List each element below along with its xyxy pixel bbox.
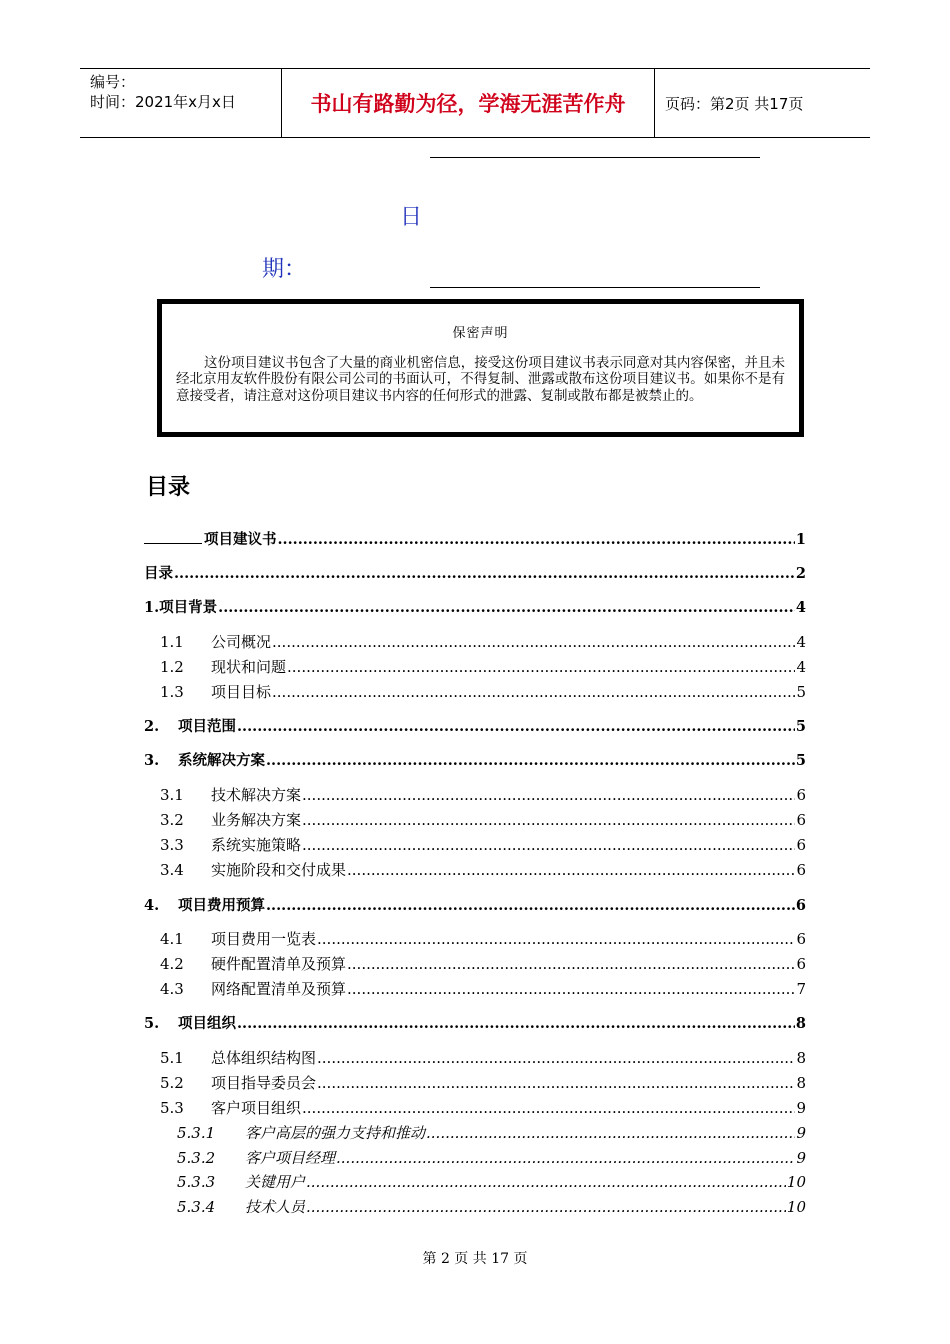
toc-entry[interactable] [144,894,806,916]
toc-leader-dots [272,633,795,651]
toc-entry-text: 业务解决方案 [211,811,302,829]
toc-leader-dots [347,955,795,973]
toc-entry[interactable] [144,953,806,975]
header-number-label: 编号： [90,73,136,91]
toc-entry-number: 3.4 [160,861,184,879]
toc-entry-text: 项目费用预算 [178,897,265,914]
toc-entry-text: 总体组织结构图 [211,1049,317,1067]
toc-entry-text: 技术人员 [245,1198,306,1216]
toc-entry-number: 5.3.2 [177,1149,216,1167]
date-label-char2: 期： [262,257,307,282]
toc-entry[interactable] [144,1047,806,1069]
toc-entry-number: 4.1 [160,930,184,948]
toc-entry[interactable] [144,1196,806,1218]
header-page-info: 页码：第2页 共17页 [665,94,804,113]
toc-entry-page: 6 [795,897,806,914]
toc-entry[interactable] [144,749,806,771]
toc-entry-page: 8 [795,1015,806,1032]
toc-entry[interactable] [144,834,806,856]
toc-leader-dots [218,599,795,616]
toc-entry-number: 5.1 [160,1049,184,1067]
toc-entry[interactable] [144,1072,806,1094]
toc-leader-dots [317,1074,795,1092]
toc-leader-dots [306,1198,786,1216]
toc-entry[interactable] [144,562,806,584]
toc-entry-page: 5 [795,752,806,769]
toc-leader-dots [317,1049,795,1067]
toc-entry-text: 系统实施策略 [211,836,302,854]
toc-entry-number: 3.1 [160,786,184,804]
header-time-label: 时间：2021年x月x日 [90,93,236,111]
toc-entry[interactable] [144,656,806,678]
toc-entry[interactable] [144,1097,806,1119]
toc-entry-page: 4 [796,658,806,676]
toc-entry-page: 6 [796,786,806,804]
toc-entry[interactable] [144,528,806,550]
toc-entry-page: 4 [795,599,806,616]
toc-leader-dots [278,531,795,548]
toc-entry-text: 客户项目经理 [245,1149,336,1167]
toc-entry[interactable] [144,784,806,806]
toc-entry-number: 4.3 [160,980,184,998]
toc-title: 目录 [146,475,191,500]
toc-entry[interactable] [144,681,806,703]
toc-leader-dots [426,1124,795,1142]
toc-entry[interactable] [144,1122,806,1144]
toc-entry-text: 项目目标 [211,683,272,701]
toc-leader-dots [237,1015,795,1032]
toc-leader-dots [317,930,795,948]
toc-entry-page: 6 [796,811,806,829]
toc-entry-text: 项目范围 [178,718,236,735]
toc-entry-number: 2. [144,718,160,735]
header-meta [80,69,282,137]
toc-entry-page: 10 [786,1173,806,1191]
toc-entry-number: 1.2 [160,658,184,676]
toc-entry-number: 5.2 [160,1074,184,1092]
toc-leader-dots [266,897,795,914]
date-line [430,287,760,288]
date-label-char1: 日 [400,205,423,230]
toc-leader-dots [287,658,795,676]
header-motto: 书山有路勤为径，学海无涯苦作舟 [282,69,655,137]
toc-leader-dots [237,718,795,735]
toc-leader-dots [302,786,795,804]
title-underline [144,531,202,544]
page-footer: 第 2 页 共 17 页 [422,1251,528,1267]
toc-entry-page: 6 [796,930,806,948]
toc-entry[interactable] [144,715,806,737]
confidential-box [157,299,804,437]
toc-entry-text: 项目指导委员会 [211,1074,317,1092]
toc-entry-page: 6 [796,955,806,973]
toc-entry-text: 项目建议书 [204,531,277,548]
toc-leader-dots [302,836,795,854]
toc-entry-page: 9 [796,1149,806,1167]
toc-entry-text: 网络配置清单及预算 [211,980,347,998]
toc-entry-text: 目录 [144,565,173,582]
confidential-body: 这份项目建议书包含了大量的商业机密信息，接受这份项目建议书表示同意对其内容保密，并且未经北京用友软件股份有限公司公司的书面认可，不得复制、泄露或散布这份项目建议书。如果你不是有意接受者，请注意对这份项目建议书内容的任何形式的泄露、复制或散布都是被禁止的。 [176,354,785,404]
toc-entry[interactable] [144,596,806,618]
toc-entry-number: 5.3.4 [177,1198,216,1216]
toc-entry-number: 4. [144,897,160,914]
toc-entry[interactable] [144,1171,806,1193]
toc-entry-text: 现状和问题 [211,658,287,676]
toc-leader-dots [336,1149,795,1167]
toc-entry-page: 5 [796,683,806,701]
toc-entry-number: 1.3 [160,683,184,701]
toc-entry[interactable] [144,928,806,950]
toc-entry-page: 8 [796,1074,806,1092]
toc-leader-dots [302,1099,795,1117]
toc-entry-number: 1.1 [160,633,184,651]
toc-leader-dots [266,752,795,769]
toc-entry-page: 9 [796,1124,806,1142]
toc-entry[interactable] [144,809,806,831]
signature-line-top [430,157,760,158]
toc-entry-number: 5. [144,1015,160,1032]
toc-entry-text: 技术解决方案 [211,786,302,804]
toc-leader-dots [347,980,795,998]
toc-entry[interactable] [144,978,806,1000]
toc-leader-dots [347,861,795,879]
toc-leader-dots [272,683,795,701]
toc-entry-text: 客户高层的强力支持和推动 [245,1124,426,1142]
toc-entry-text: 公司概况 [211,633,272,651]
toc-entry-number: 3.2 [160,811,184,829]
toc-entry-page: 6 [796,861,806,879]
page-header [80,68,870,138]
toc-entry-text: 1.项目背景 [144,599,218,616]
confidential-inner [162,304,799,432]
toc-entry-page: 9 [796,1099,806,1117]
toc-entry[interactable] [144,1147,806,1169]
toc-entry-text: 关键用户 [245,1173,306,1191]
toc-entry-text: 项目组织 [178,1015,236,1032]
toc-entry-number: 3.3 [160,836,184,854]
toc-entry-text: 客户项目组织 [211,1099,302,1117]
toc-entry-page: 1 [795,531,806,548]
toc-leader-dots [174,565,795,582]
confidential-title: 保密声明 [452,326,509,341]
toc-entry[interactable] [144,631,806,653]
toc-entry-page: 7 [796,980,806,998]
toc-entry-text: 系统解决方案 [178,752,265,769]
toc-entry-page: 4 [796,633,806,651]
toc-entry-number: 5.3.3 [177,1173,216,1191]
toc-entry-text: 项目费用一览表 [211,930,317,948]
toc-entry-page: 2 [795,565,806,582]
toc-entry-number: 4.2 [160,955,184,973]
toc-leader-dots [302,811,795,829]
toc-entry[interactable] [144,859,806,881]
toc-entry-page: 10 [786,1198,806,1216]
toc-entry[interactable] [144,1012,806,1034]
toc-entry-page: 8 [796,1049,806,1067]
toc-entry-page: 6 [796,836,806,854]
toc-entry-text: 实施阶段和交付成果 [211,861,347,879]
toc-entry-page: 5 [795,718,806,735]
toc-leader-dots [306,1173,786,1191]
toc-entry-number: 5.3.1 [177,1124,216,1142]
toc-entry-number: 3. [144,752,160,769]
toc-entry-number: 5.3 [160,1099,184,1117]
toc-entry-text: 硬件配置清单及预算 [211,955,347,973]
